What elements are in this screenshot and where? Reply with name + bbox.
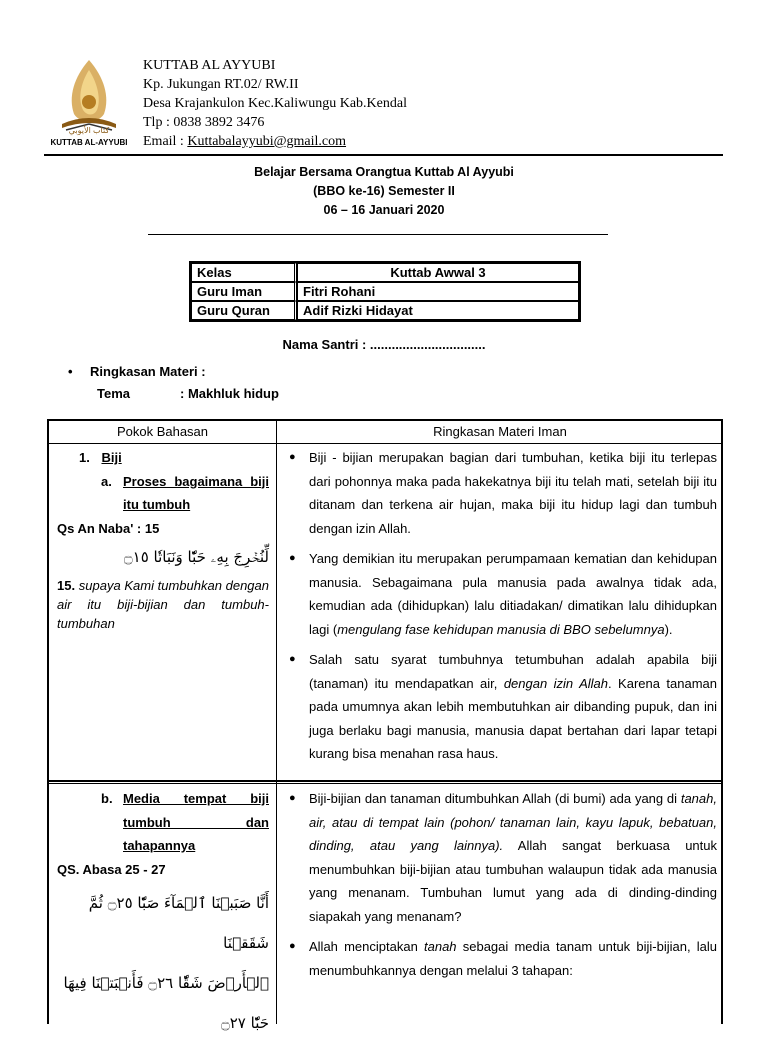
address-line-2: Desa Krajankulon Kec.Kaliwungu Kab.Kendal xyxy=(143,96,407,111)
bullet-text-italic: tanah, air, atau di tempat lain (pohon/ tanaman lain, kayu lapuk, bebatuan, dinding, atau yang lainnya). xyxy=(309,791,717,853)
info-row-guru-quran xyxy=(191,301,579,320)
row1-summary-cell xyxy=(287,446,717,773)
column-header-ringkasan: Ringkasan Materi Iman xyxy=(433,424,567,439)
school-logo xyxy=(44,52,134,152)
verse-translation xyxy=(57,576,269,633)
school-name: KUTTAB AL AYYUBI xyxy=(143,58,276,73)
bullet-text: ). xyxy=(664,621,673,637)
logo-caption: KUTTAB AL-AYYUBI xyxy=(50,138,128,147)
document-title xyxy=(0,163,768,220)
row2-topic-cell xyxy=(57,787,269,1043)
info-value: Kuttab Awwal 3 xyxy=(297,263,579,282)
bullet-icon: ● xyxy=(289,792,296,804)
email-label: Email : xyxy=(143,134,188,149)
column-divider xyxy=(276,421,277,1024)
row-divider-inner xyxy=(49,783,721,784)
bullet-icon: ● xyxy=(289,451,296,463)
email-line xyxy=(143,132,407,151)
subtopic-letter: a. xyxy=(101,473,112,489)
topic-title: Biji xyxy=(101,450,122,465)
summary-bullet xyxy=(287,547,717,641)
bullet-text: Biji-bijian dan tanaman ditumbuhkan Allah (di bumi) ada yang di xyxy=(309,791,681,806)
bullet-text: Allah menciptakan xyxy=(309,939,424,954)
header-divider xyxy=(49,443,721,444)
bullet-text-italic: dengan izin Allah xyxy=(503,675,608,691)
bullet-text-italic: tanah xyxy=(424,939,457,954)
topic-heading xyxy=(57,446,269,470)
summary-bullet xyxy=(287,935,717,982)
tema-label: Tema xyxy=(97,386,130,401)
column-header-pokok-bahasan: Pokok Bahasan xyxy=(116,424,209,439)
info-row-kelas xyxy=(191,263,579,282)
material-table xyxy=(47,419,723,1032)
info-key: Guru Quran xyxy=(191,301,297,320)
info-key: Kelas xyxy=(191,263,297,282)
summary-bullet xyxy=(287,787,717,928)
bullet-text: . Karena tanaman pada umumnya akan lebih membutuhkan air dibanding pupuk, dan ini juga berlaku bagi manusia, manusia dapat bertahan dari lapar tetapi kurang bisa menahan rasa haus. xyxy=(309,675,717,761)
row2-summary-cell xyxy=(287,787,717,989)
title-divider xyxy=(148,234,608,235)
bullet-text: Biji - bijian merupakan bagian dari tumbuhan, ketika biji itu terlepas dari pohonnya maka pada hakekatnya biji itu telah mati, setelah biji itu ditanam dan terkena air hujan, maka biji itu hidup lagi dan tumbuh dengan izin Allah. xyxy=(309,450,717,536)
bullet-icon: ● xyxy=(289,940,296,952)
email-link[interactable]: Kuttabalayyubi@gmail.com xyxy=(187,134,347,149)
info-value: Fitri Rohani xyxy=(297,282,579,301)
bullet-icon: • xyxy=(68,364,73,379)
bullet-text-italic: mengulang fase kehidupan manusia di BBO sebelumnya xyxy=(337,621,665,637)
arabic-verse: لِّنُخۡرِجَ بِهِۦ حَبّٗا وَنَبَاتٗا ۝١٥ xyxy=(123,548,269,566)
bullet-text: Salah satu syarat tumbuhnya tetumbuhan adalah apabila biji (tanaman) itu mendapatkan air, xyxy=(309,652,717,691)
tema-value: : Makhluk hidup xyxy=(180,386,279,401)
letterhead-text xyxy=(143,56,407,151)
theme-line xyxy=(97,386,279,401)
class-info-table xyxy=(189,261,581,322)
summary-bullet xyxy=(287,648,717,766)
quran-reference: Qs An Naba' : 15 xyxy=(57,520,160,536)
student-name-field: Nama Santri : ................................ xyxy=(282,337,486,352)
title-line-3: 06 – 16 Januari 2020 xyxy=(323,203,445,217)
arabic-verse-line-2: ٱلۡأَرۡضَ شَقّٗا ۝٢٦ فَأَنۢبَتۡنَا فِيهَا حَبّٗا ۝٢٧ xyxy=(63,974,269,1032)
title-line-2: (BBO ke-16) Semester II xyxy=(313,184,455,198)
bullet-text: Allah sangat berkuasa untuk menumbuhkan biji-bijian atau tumbuhan walaupun tidak ada manusia yang menanam. Tumbuhan lumut yang ada di dinding-dinding siapakah yang menanam? xyxy=(309,838,717,924)
arabic-verse-line-1: أَنَّا صَبَبۡنَا ٱلۡمَآءَ صَبّٗا ۝٢٥ ثُمَّ شَقَقۡنَا xyxy=(88,894,269,952)
info-value: Adif Rizki Hidayat xyxy=(297,301,579,320)
subtopic-a xyxy=(57,470,269,517)
address-line-1: Kp. Jukungan RT.02/ RW.II xyxy=(143,77,299,92)
topic-number: 1. xyxy=(79,450,90,465)
bullet-icon: ● xyxy=(289,552,296,564)
subtopic-title: Media tempat biji tumbuh dan tahapannya xyxy=(123,791,269,853)
info-key: Guru Iman xyxy=(191,282,297,301)
subtopic-b xyxy=(57,787,269,858)
phone-number: Tlp : 0838 3892 3476 xyxy=(143,115,265,130)
logo-caption-arabic: كتاب الأيوبي xyxy=(68,126,110,135)
row-divider xyxy=(49,780,721,782)
info-row-guru-iman xyxy=(191,282,579,301)
ringkasan-label: Ringkasan Materi : xyxy=(90,364,206,379)
quran-reference: QS. Abasa 25 - 27 xyxy=(57,861,166,877)
bullet-icon: ● xyxy=(289,653,296,665)
subtopic-title: Proses bagaimana biji itu tumbuh xyxy=(123,473,269,512)
translation-text: supaya Kami tumbuhkan dengan air itu biji-bijian dan tumbuh-tumbuhan xyxy=(57,578,269,631)
title-line-1: Belajar Bersama Orangtua Kuttab Al Ayyubi xyxy=(254,165,514,179)
bullet-text: Yang demikian itu merupakan perumpamaan kematian dan kehidupan manusia. Sebagaimana pula manusia pada awalnya tidak ada, kemudian ada (dihidupkan) lalu ditiadakan/ dimatikan lalu dihidupkan lagi ( xyxy=(309,551,717,637)
row1-topic-cell xyxy=(57,446,269,633)
translation-number: 15. xyxy=(57,578,76,593)
subtopic-letter: b. xyxy=(101,791,113,806)
letterhead-divider xyxy=(44,154,723,156)
summary-bullet xyxy=(287,446,717,540)
ringkasan-heading xyxy=(68,364,206,379)
bullet-text: sebagai media tanam untuk biji-bijian, lalu menumbuhkannya dengan melalui 3 tahapan: xyxy=(309,939,717,978)
